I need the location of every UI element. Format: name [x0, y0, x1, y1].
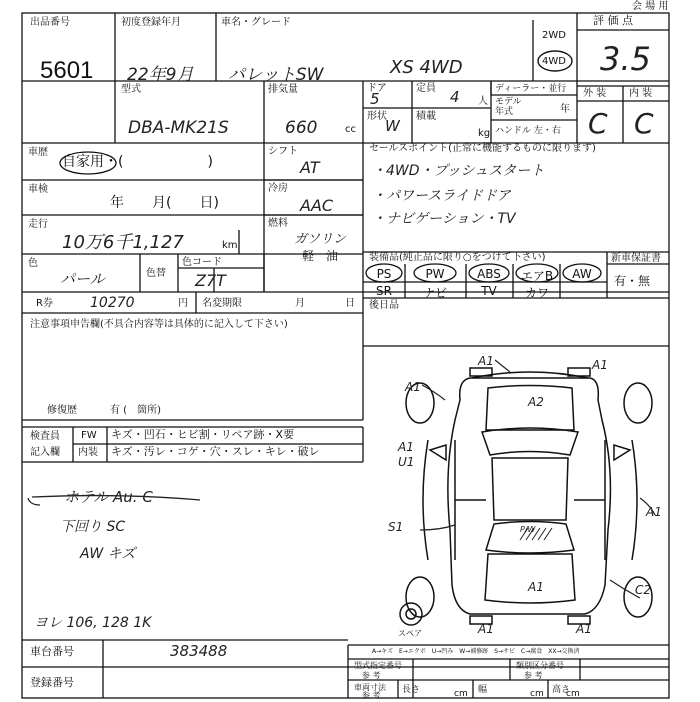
displacement-label: 排気量 [268, 84, 298, 95]
recycle-unit: 円 [178, 298, 188, 309]
shift-label: シフト [268, 146, 298, 157]
diagram-mark-pw: P/W [520, 525, 536, 534]
class-number-ref: 参 考 [524, 671, 543, 680]
inspection-label: 車検 [28, 184, 48, 195]
diagram-mark-a1-left-front: A1 [405, 380, 421, 394]
color-code-value: Z7T [195, 271, 226, 290]
spare-tire-label: スペア [398, 629, 422, 638]
venue-label: 会 場 用 [632, 1, 669, 12]
vehicle-dims-ref: 参 考 [362, 691, 381, 700]
repair-history-value: 有 ( 箇所) [110, 405, 161, 416]
length-label: 長さ [402, 685, 421, 695]
vehicle-dims-label: 車両寸法 [354, 683, 386, 692]
equip-abs: ABS [477, 267, 501, 281]
damage-legend: A→キズ E→エクボ U→凹み W→補修跡 S→サビ C→腐食 XX→交換済 [372, 648, 580, 655]
car-name-value: パレットSW [228, 65, 324, 85]
dealer-label: ディーラー・並行 [495, 84, 567, 94]
drive-2wd: 2WD [542, 30, 566, 41]
sales-points-title: セールスポイント(正常に機能するものに限ります) [369, 143, 596, 154]
inspection-value: 年 月( 日) [110, 195, 219, 211]
displacement-unit: cc [345, 124, 356, 135]
inspector-label-1: 検査員 [30, 431, 60, 442]
equip-sr: SR [376, 284, 392, 298]
exterior-label: 外 装 [583, 88, 607, 99]
model-designation-label: 型式指定番号 [354, 661, 402, 670]
diagram-mark-a1-trunk: A1 [528, 580, 544, 594]
inspector-note-4: ヨレ 106, 128 1K [34, 615, 152, 631]
chassis-label: 車台番号 [30, 645, 74, 658]
title-change-day: 日 [345, 298, 355, 309]
door-value: 5 [370, 90, 380, 108]
width-label: 幅 [478, 685, 488, 695]
class-number-label: 類別区分番号 [516, 661, 564, 670]
equip-ps: PS [376, 267, 392, 281]
history-value: 自家用・( ) [62, 154, 213, 170]
inspector-note-3: AW キズ [80, 546, 136, 562]
score-label: 評 価 点 [593, 14, 633, 27]
diagram-mark-s1-left: S1 [388, 520, 404, 534]
diagram-mark-a1-rear-left: A1 [478, 622, 494, 636]
height-unit: cm [566, 689, 580, 699]
width-unit: cm [530, 689, 544, 699]
equip-navi: ナビ [422, 286, 447, 300]
interior-items: キズ・汚レ・コゲ・穴・スレ・キレ・破レ [111, 445, 320, 458]
load-unit: kg [478, 128, 491, 139]
seats-unit: 人 [478, 96, 488, 107]
equipment-title: 装備品(純正品に限り○をつけて下さい) [369, 252, 546, 263]
diagram-mark-c2-rear: C2 [635, 583, 652, 597]
repair-history-label: 修復歴 [47, 405, 77, 416]
ac-label: 冷房 [268, 183, 288, 194]
inspector-label-2: 記入欄 [30, 447, 60, 458]
sales-point-2: ・パワースライドドア [372, 188, 511, 204]
diagram-mark-a1-right: A1 [646, 505, 662, 519]
registration-label: 登録番号 [30, 676, 74, 689]
interior-label: 内 装 [629, 88, 653, 99]
diagram-mark-a1-left-door: A1 [398, 440, 414, 454]
first-registration-value: 22年9月 [127, 65, 194, 85]
fuel-label: 燃料 [268, 218, 288, 229]
mileage-unit: km [222, 240, 238, 251]
interior-items-label: 内装 [78, 447, 98, 458]
inspector-note-2: 下回り SC [60, 519, 126, 535]
model-designation-ref: 参 考 [362, 671, 381, 680]
equip-pw: PW [425, 267, 445, 281]
shape-label: 形状 [367, 111, 387, 122]
diagram-mark-a1-rear-right: A1 [576, 622, 592, 636]
model-label: 型式 [121, 84, 141, 95]
score-value: 3.5 [600, 40, 651, 78]
exterior-score: C [588, 107, 608, 140]
car-diagram [400, 368, 652, 625]
handle-label: ハンドル 左・右 [495, 126, 561, 136]
shift-value: AT [300, 158, 320, 177]
mileage-value: 10万6千1,127 [62, 232, 184, 253]
model-year-label: モデル 年式 [495, 97, 522, 117]
aftermarket-label: 後日品 [369, 300, 399, 311]
inspector-note-1: ホテル Au. C [64, 488, 153, 506]
stock-number-label: 出品番号 [30, 17, 70, 28]
load-label: 積載 [416, 111, 436, 122]
car-name-label: 車名・グレード [221, 17, 291, 28]
height-label: 高さ [552, 685, 571, 695]
door-label: ドア [367, 83, 387, 94]
mileage-label: 走行 [28, 219, 48, 230]
model-year-unit: 年 [560, 104, 570, 115]
color-change-label: 色替 [146, 268, 166, 279]
model-value: DBA-MK21S [128, 118, 229, 138]
fuel-value: ガソリン [294, 232, 347, 247]
grade-value: XS 4WD [390, 57, 463, 78]
sales-point-3: ・ナビゲーション・TV [372, 211, 516, 227]
warranty-value: 有・無 [614, 274, 651, 288]
warranty-label: 新車保証書 [611, 253, 661, 264]
color-value: パール [60, 270, 105, 288]
recycle-label: R券 [36, 298, 53, 309]
fw-label: FW [81, 430, 97, 441]
equip-airbag: エアB [520, 269, 554, 283]
color-code-label: 色コード [182, 257, 222, 268]
fuel-diesel: 軽 油 [302, 249, 339, 263]
equip-tv: TV [481, 284, 497, 298]
seats-label: 定員 [416, 83, 436, 94]
diagram-mark-u1-left: U1 [398, 455, 415, 469]
sales-point-1: ・4WD・プッシュスタート [372, 163, 545, 179]
equip-aw: AW [572, 267, 592, 281]
first-registration-label: 初度登録年月 [121, 17, 181, 28]
drive-4wd: 4WD [542, 56, 566, 67]
diagram-mark-a1-front: A1 [478, 354, 494, 368]
diagram-mark-a2-hood: A2 [528, 395, 544, 409]
shape-value: W [385, 117, 400, 135]
recycle-value: 10270 [90, 295, 135, 311]
seats-value: 4 [450, 88, 460, 106]
stock-number: 5601 [40, 57, 94, 84]
length-unit: cm [454, 689, 468, 699]
color-label: 色 [28, 258, 38, 269]
equip-leather: カワ [524, 286, 549, 300]
chassis-value: 383488 [170, 642, 228, 660]
fw-items: キズ・凹石・ヒビ割・リペア跡・X要 [111, 428, 295, 441]
title-change-month: 月 [295, 298, 305, 309]
diagram-mark-a1-front-right: A1 [592, 358, 608, 372]
ac-value: AAC [300, 196, 334, 215]
title-change-label: 名変期限 [202, 298, 242, 309]
notes-title: 注意事項申告欄(不具合内容等は具体的に記入して下さい) [30, 319, 288, 330]
history-label: 車歴 [28, 147, 48, 158]
interior-score: C [634, 107, 654, 140]
displacement-value: 660 [285, 118, 318, 138]
